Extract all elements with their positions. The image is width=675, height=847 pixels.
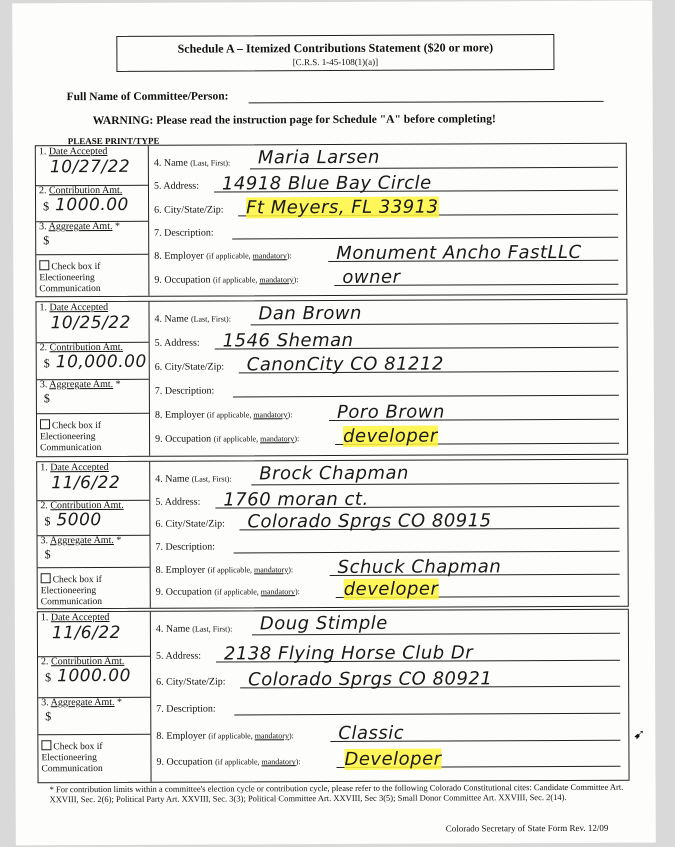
contribution-entry <box>35 299 628 458</box>
name-label: 4. Name <box>155 623 190 635</box>
address-value: 1760 moran ct. <box>223 488 369 511</box>
occupation-row <box>156 748 620 780</box>
dollar-sign: $ <box>44 547 51 562</box>
employer-sublabel <box>208 565 294 574</box>
aggregate-cell: 3. Aggregate Amt. * $ <box>37 379 149 414</box>
occupation-value: developer <box>343 425 438 447</box>
employer-label: 8. Employer <box>154 409 205 421</box>
mandatory-text: mandatory <box>253 564 289 575</box>
electioneering-label: Electioneering <box>39 273 95 284</box>
electioneering-checkbox[interactable] <box>39 260 49 270</box>
address-label: 5. Address: <box>155 496 201 508</box>
checkbox-label: Check box if <box>53 742 103 753</box>
applicable-text: (if applicable, <box>208 731 253 741</box>
form-revision: Colorado Secretary of State Form Rev. 12/09 <box>445 822 609 834</box>
employer-label: 8. Employer <box>154 250 204 263</box>
employer-label: 8. Employer <box>156 730 206 742</box>
electioneering-label: Electioneering <box>40 586 97 597</box>
form-sheet <box>12 1 656 846</box>
aggregate-label: Aggregate Amt. <box>48 220 113 233</box>
aggregate-label: Aggregate Amt. <box>49 534 114 547</box>
aggregate-label: Aggregate Amt. <box>50 696 115 709</box>
date-label: Date Accepted <box>49 301 109 314</box>
amount-cell: 2. Contribution Amt. $ 1000.00 <box>38 656 150 698</box>
date-label: Date Accepted <box>50 461 109 474</box>
city-label: 6. City/State/Zip: <box>154 204 224 216</box>
checkbox-label: Check box if <box>51 420 102 432</box>
amount-value: 10,000.00 <box>55 351 147 373</box>
amount-label: Contribution Amt. <box>50 499 124 512</box>
electioneering-checkbox-cell <box>39 260 100 295</box>
applicable-text: (if applicable, <box>206 251 251 261</box>
close-text: ): <box>293 274 299 284</box>
checkbox-label: Check box if <box>52 575 102 586</box>
applicable-text: (if applicable, <box>207 565 253 575</box>
employer-label: 8. Employer <box>155 564 206 576</box>
description-line <box>232 237 618 240</box>
city-label: 6. City/State/Zip: <box>154 361 225 373</box>
employer-sublabel <box>207 410 293 419</box>
date-value: 10/25/22 <box>50 312 131 334</box>
title-box <box>116 34 554 72</box>
close-text: ): <box>286 251 292 261</box>
date-cell: 1. Date Accepted 11/6/22 <box>38 612 150 658</box>
description-line <box>234 551 620 554</box>
footnote: * For contribution limits within a committee's election cycle or contribution cycle, please refer to the following Colorado Constitutional cites: Candidate Committee Art. XXVIII, Sec. 2(6); Political Party Art. XXVIII, Sec. 3(3); Political Committee Art. XXVIII, Sec 3(5); Small Donor Committee Art. XXVIII, Sec. 2(14). <box>49 781 624 805</box>
employer-sublabel <box>208 731 294 740</box>
name-label: 4. Name <box>154 313 189 325</box>
contribution-entry <box>35 143 628 298</box>
employer-value: Classic <box>338 722 405 744</box>
entry-left-column <box>36 302 150 456</box>
occupation-label: 9. Occupation <box>156 756 213 769</box>
occupation-row <box>155 425 619 454</box>
applicable-text: (if applicable, <box>214 587 259 597</box>
communication-label: Communication <box>39 284 101 295</box>
description-label: 7. Description: <box>154 227 214 239</box>
mandatory-text: mandatory <box>252 251 287 261</box>
city-label: 6. City/State/Zip: <box>155 518 225 531</box>
date-label: Date Accepted <box>50 611 110 624</box>
description-line <box>234 713 620 716</box>
print-type-label: PLEASE PRINT/TYPE <box>67 135 160 147</box>
date-value: 11/6/22 <box>51 472 121 494</box>
name-sublabel: (Last, First): <box>192 624 233 634</box>
date-cell: 1. Date Accepted 10/25/22 <box>36 302 148 344</box>
date-value: 11/6/22 <box>51 622 122 644</box>
city-value: CanonCity CO 81212 <box>246 353 444 376</box>
electioneering-checkbox[interactable] <box>40 419 50 429</box>
dollar-sign: $ <box>43 233 50 248</box>
contribution-entry <box>37 609 630 784</box>
occupation-label: 9. Occupation <box>155 433 212 445</box>
occupation-sublabel <box>213 275 299 284</box>
amount-cell: 2. Contribution Amt. $ 5000 <box>37 500 149 537</box>
occupation-sublabel <box>214 434 300 443</box>
entry-left-column <box>37 462 151 608</box>
employer-value: Poro Brown <box>336 401 445 423</box>
city-label: 6. City/State/Zip: <box>156 676 226 689</box>
description-label: 7. Description: <box>156 703 216 715</box>
committee-name-line <box>249 101 604 104</box>
city-value: Ft Meyers, FL 33913 <box>246 196 439 219</box>
occupation-label: 9. Occupation <box>154 274 211 286</box>
dollar-sign: $ <box>45 709 52 724</box>
address-value: 2138 Flying Horse Club Dr <box>223 642 474 665</box>
entry-left-column <box>36 146 150 296</box>
entry-left-column <box>38 612 152 782</box>
amount-cell: 2. Contribution Amt. $ 10,000.00 <box>37 342 149 380</box>
mandatory-text: mandatory <box>260 587 295 597</box>
dollar-sign: $ <box>43 199 50 214</box>
occupation-sublabel <box>215 757 301 766</box>
date-value: 10/27/22 <box>49 156 131 178</box>
warning-text: WARNING: Please read the instruction page for Schedule "A" before completing! <box>92 113 496 128</box>
name-value: Dan Brown <box>258 302 362 325</box>
electioneering-checkbox-cell <box>40 419 101 454</box>
amount-cell: 2. Contribution Amt. $ 1000.00 <box>36 185 148 222</box>
name-value: Maria Larsen <box>257 146 380 169</box>
close-text: ): <box>294 434 300 444</box>
occupation-label: 9. Occupation <box>155 586 212 599</box>
mandatory-text: mandatory <box>253 410 288 420</box>
aggregate-cell: 3. Aggregate Amt. * $ <box>36 221 148 255</box>
city-value: Colorado Sprgs CO 80915 <box>247 510 492 533</box>
city-row <box>156 668 620 700</box>
address-label: 5. Address: <box>154 337 200 349</box>
occupation-value: developer <box>343 578 439 601</box>
name-label: 4. Name <box>153 157 188 169</box>
dollar-sign: $ <box>43 391 50 406</box>
applicable-text: (if applicable, <box>212 274 258 285</box>
date-cell: 1. Date Accepted 10/27/22 <box>36 146 148 186</box>
occupation-value: owner <box>342 266 401 288</box>
city-row <box>155 510 619 538</box>
communication-label: Communication <box>41 764 103 775</box>
name-sublabel: (Last, First): <box>190 314 231 324</box>
city-row <box>154 353 619 382</box>
electioneering-checkbox-cell <box>41 573 102 608</box>
employer-value: Monument Ancho FastLLC <box>336 242 582 265</box>
communication-label: Communication <box>40 442 102 454</box>
name-label: 4. Name <box>155 473 190 485</box>
dollar-sign: $ <box>43 356 50 371</box>
close-text: ): <box>288 564 294 574</box>
communication-label: Communication <box>40 597 103 608</box>
applicable-text: (if applicable, <box>215 757 260 767</box>
city-row <box>154 198 618 223</box>
applicable-text: (if applicable, <box>213 434 259 444</box>
name-sublabel: (Last, First): <box>191 474 232 484</box>
occupation-row <box>154 268 618 293</box>
city-value: Colorado Sprgs CO 80921 <box>248 668 493 691</box>
date-cell: 1. Date Accepted 11/6/22 <box>37 462 149 501</box>
date-label: Date Accepted <box>48 145 108 158</box>
dollar-sign: $ <box>45 670 52 685</box>
close-text: ): <box>294 587 300 597</box>
occupation-sublabel <box>214 587 300 596</box>
address-value: 14918 Blue Bay Circle <box>221 172 432 195</box>
description-line <box>233 395 619 398</box>
employer-value: Schuck Chapman <box>337 555 502 578</box>
electioneering-label: Electioneering <box>41 753 97 764</box>
occupation-value: Developer <box>344 748 442 771</box>
mandatory-text: mandatory <box>259 274 294 284</box>
close-text: ): <box>295 757 301 767</box>
name-value: Brock Chapman <box>259 462 409 485</box>
description-label: 7. Description: <box>154 385 215 397</box>
amount-label: Contribution Amt. <box>49 341 124 354</box>
amount-label: Contribution Amt. <box>51 656 125 668</box>
dollar-sign: $ <box>44 514 51 529</box>
mandatory-text: mandatory <box>254 730 289 741</box>
address-label: 5. Address: <box>153 180 199 193</box>
checkbox-label: Check box if <box>51 262 101 273</box>
aggregate-cell: 3. Aggregate Amt. * $ <box>38 697 150 736</box>
employer-sublabel <box>206 252 292 261</box>
name-value: Doug Stimple <box>259 612 388 635</box>
occupation-row <box>155 578 620 606</box>
name-sublabel: (Last, First): <box>190 158 231 168</box>
contribution-entry <box>36 459 629 610</box>
amount-value: 1000.00 <box>57 666 131 687</box>
amount-value: 5000 <box>56 509 102 531</box>
amount-value: 1000.00 <box>55 194 129 216</box>
address-label: 5. Address: <box>155 650 202 662</box>
electioneering-label: Electioneering <box>40 431 96 443</box>
mandatory-text: mandatory <box>260 434 295 444</box>
close-text: ): <box>287 410 293 420</box>
mandatory-text: mandatory <box>261 757 296 767</box>
aggregate-label: Aggregate Amt. <box>49 378 114 391</box>
address-value: 1546 Sheman <box>222 329 354 352</box>
close-text: ): <box>288 730 294 740</box>
description-label: 7. Description: <box>155 541 216 553</box>
electioneering-checkbox[interactable] <box>41 741 51 751</box>
amount-label: Contribution Amt. <box>48 184 123 197</box>
form-title: Schedule A – Itemized Contributions Statement ($20 or more) <box>177 40 494 56</box>
aggregate-cell: 3. Aggregate Amt. * $ <box>37 535 149 569</box>
committee-label: Full Name of Committee/Person: <box>66 90 229 104</box>
electioneering-checkbox[interactable] <box>41 573 51 583</box>
form-citation: [C.R.S. 1-45-108(1)(a)] <box>292 56 379 68</box>
applicable-text: (if applicable, <box>206 410 252 420</box>
electioneering-checkbox-cell <box>41 740 102 775</box>
ink-mark: ➹ <box>633 727 646 743</box>
